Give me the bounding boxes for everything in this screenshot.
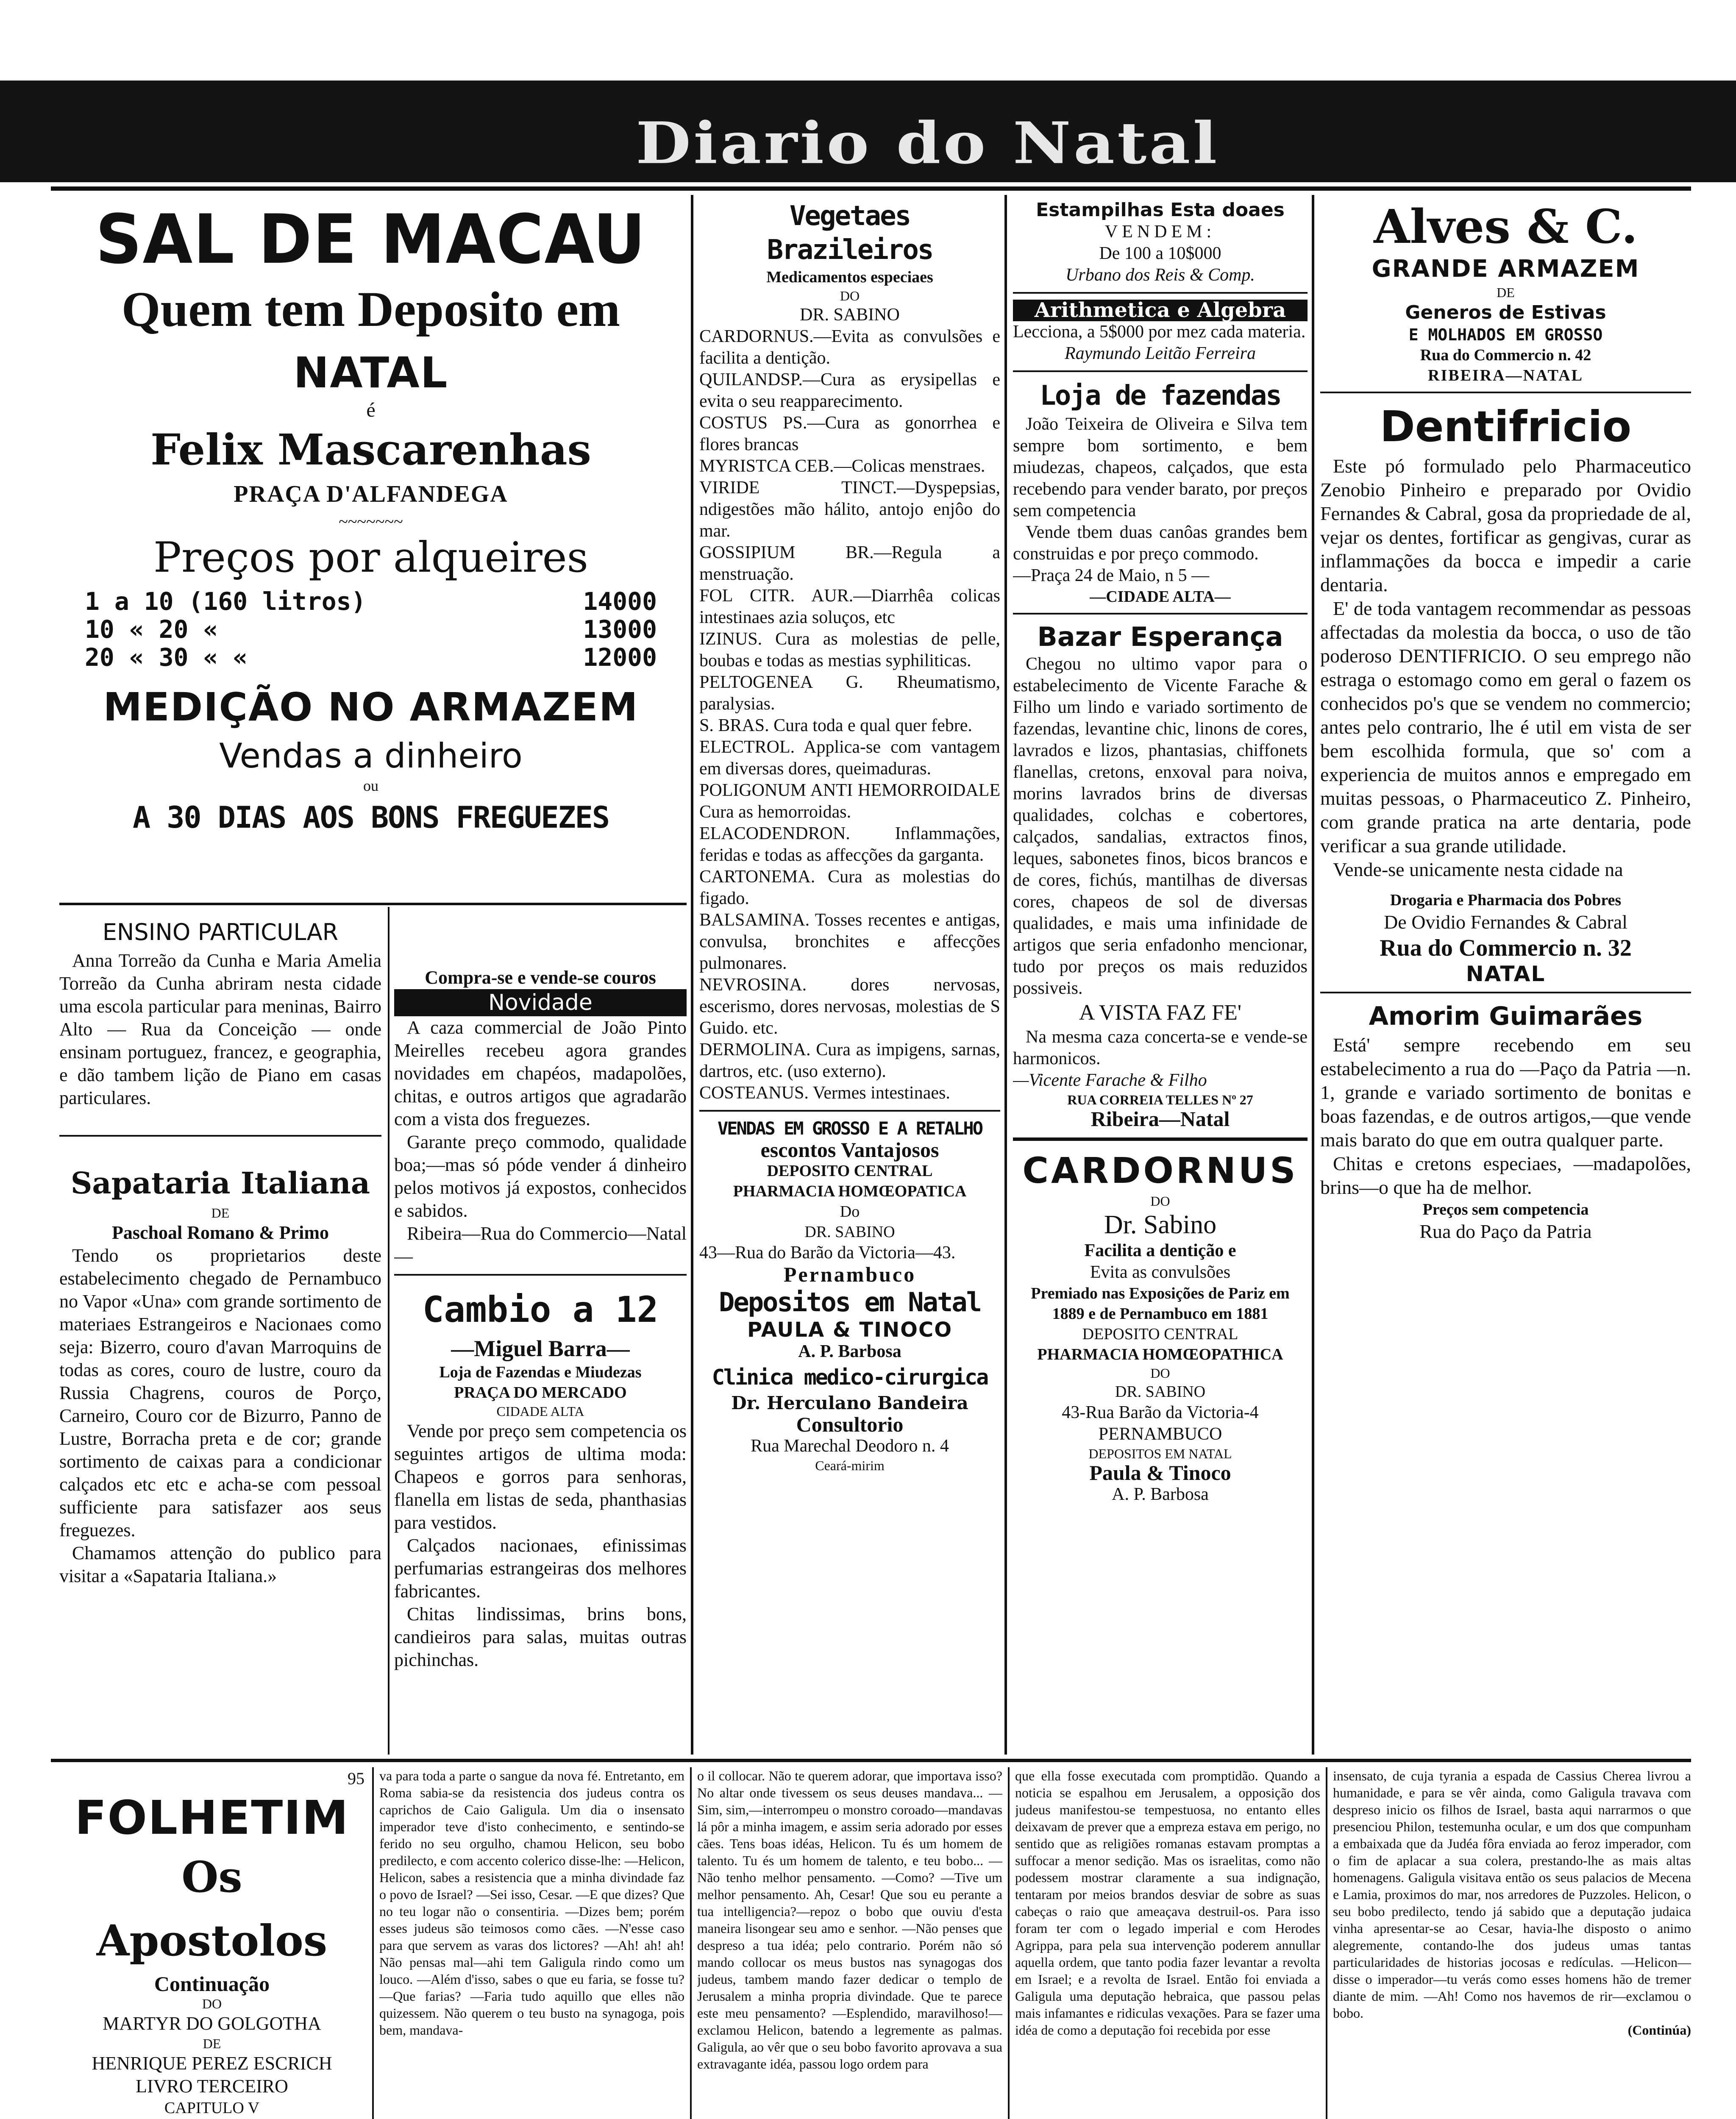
amorim-text2: Chitas e cretons especiaes, —madapolões, brins—o que ha de melhor. xyxy=(1320,1153,1691,1198)
header-rule xyxy=(51,186,1691,191)
cardornus-dr: Dr. Sabino xyxy=(1104,1210,1217,1239)
price-row-label: 1 a 10 (160 litros) xyxy=(85,587,366,616)
sal-vendas: Vendas a dinheiro xyxy=(219,736,523,776)
cardornus-firm: Paula & Tinoco xyxy=(1089,1461,1231,1485)
bazar-head: Bazar Esperança xyxy=(1037,621,1283,652)
folhetim-por: DE xyxy=(203,2036,221,2051)
vegetaes-do2: Do xyxy=(840,1203,860,1221)
cardornus-deps: DEPOSITOS EM NATAL xyxy=(1088,1446,1232,1461)
folhetim-book: LIVRO TERCEIRO xyxy=(136,2076,288,2097)
folhetim-rule xyxy=(51,1759,1691,1762)
masthead-title: Diario do Natal xyxy=(636,109,1220,177)
estampilhas-head: Estampilhas Esta doaes xyxy=(1036,199,1285,221)
vegetaes-clinica: Clinica medico-cirurgica xyxy=(712,1365,988,1390)
vegetaes-item: PELTOGENEA G. Rheumatismo, paralysias. xyxy=(699,673,1000,714)
vegetaes-desc: escontos Vantajosos xyxy=(760,1138,939,1162)
folhetim-text: o il collocar. Não te querem adorar, que importava isso? No altar onde tivessem os seus deuses mandava... —Sim, sim,—interrompeu o monstro coroado—mandavas lá pôr a minha imagem, e assim seria adorado por esses cães. Tens boas idéas, Helicon. Tu és um homem de talento. Tu és um homem de talento, e teu bobo... —Não tenho melhor pensamento. —Como? —Tive um melhor pensamento. Ah, Cesar! Que sou eu perante a tua intelligencia?—repoz o bobo que ouviu d'esta maneira lisongear seu amo e senhor. —Não penses que despreso a tua idéa; pelo contrario. Porém não só mando collocar os meus bustos nas synagogas dos judeus, tambem mando fazer dedicar o templo de Jerusalem a minha propria divindade. Que te parece este meu pensamento? —Esplendido, maravilhoso!—exclamou Helicon, batendo a legremente as palmas. Galigula, ao vêr que o seu bobo favorito aprovava a sua extravagante idéa, passou logo ordem para xyxy=(697,1768,1002,2072)
vegetaes-item: IZINUS. Cura as molestias de pelle, boubas e todas as mestias syphiliticas. xyxy=(699,629,1000,670)
alves-molhados: E MOLHADOS EM GROSSO xyxy=(1408,325,1603,344)
loja-addr: —Praça 24 de Maio, n 5 — xyxy=(1013,566,1210,585)
loja-city: —CIDADE ALTA— xyxy=(1090,588,1231,606)
vegetaes-item: DERMOLINA. Cura as impigens, sarnas, dartros, etc. (uso externo). xyxy=(699,1040,1000,1081)
cambio-text2: Calçados nacionaes, efinissimas perfumarias estrangeiras dos melhores fabricantes. xyxy=(394,1535,687,1602)
vegetaes-item: QUILANDSP.—Cura as erysipellas e evita o seu reapparecimento. xyxy=(699,370,1000,411)
cardornus-addr: 43-Rua Barão da Victoria-4 xyxy=(1062,1403,1259,1422)
folhetim-martyr: MARTYR DO GOLGOTHA xyxy=(103,2013,321,2034)
cambio-head: Cambio a 12 xyxy=(422,1289,659,1330)
vegetaes-item: GOSSIPIUM BR.—Regula a menstruação. xyxy=(699,543,1000,584)
bazar-addr: RUA CORREIA TELLES Nº 27 xyxy=(1067,1092,1253,1107)
folhetim-num: 95 xyxy=(348,1769,364,1788)
bazar-vista: A VISTA FAZ FE' xyxy=(1079,1001,1242,1025)
vegetaes-do: DO xyxy=(840,288,860,303)
cardornus-pharm: PHARMACIA HOMŒOPATHICA xyxy=(1037,1346,1283,1363)
cardornus-do2: DO xyxy=(1150,1365,1170,1381)
vegetaes-dep: DEPOSITO CENTRAL xyxy=(767,1162,933,1180)
sapataria-de: DE xyxy=(211,1205,230,1221)
estampilhas-arith: Arithmetica e Algebra xyxy=(1013,300,1308,321)
vegetaes-item: COSTEANUS. Vermes intestinaes. xyxy=(699,1083,950,1103)
sal-natal: NATAL xyxy=(293,348,448,398)
folhetim-text: va para toda a parte o sangue da nova fé. Entretanto, em Roma sabia-se da resistencia dos judeus contra os caprichos de Caio Galigula. Um dia o insensato imperador teve d'isto conhecimento, e sentindo-se ferido no seu orgulho, chamou Helicon, seu bobo predilecto, e com accento colerico disse-lhe: —Helicon, Helicon, sabes a resistencia que a minha divindade faz o povo de Israel? —Sei isso, Cesar. —E que dizes? Que no teu logar não o consentiria. —Dizes bem; porém esses judeus são teimosos como cães. —N'esse caso para que servem as varas dos lictores? —Ah! ah! ah! Não pensas mal—ahi tem Galigula rindo como um louco. —Além d'isso, sabes o que eu faria, se fosse tu? —Que farias? —Faria tudo aquillo que elles não quizessem. Não querem o teu busto na synagoga, pois bem, mandava- xyxy=(379,1768,684,2038)
estampilhas-seller: Urbano dos Reis & Comp. xyxy=(1066,265,1255,285)
folhetim-text: que ella fosse executada com promptidão. Quando a noticia se espalhou em Jerusalem, a opposição dos judeus manifestou-se tempestuosa, no entanto elles deixavam de prever que a empreza estava em perigo, no sentido que as religiões romanas estavam promptas a suffocar a menor sedição. Mas os israelitas, como não podessem mostrar claramente a sua indignação, tentaram por meios brandos desviar de sobre as suas cabeças o raio que ameaçava destruil-os. Para isso foram ter com o legado imperial e com Herodes Agrippa, para pela sua intervenção poderem annullar aquella ordem, que tanto podia fazer levantar a revolta em Israel; e a revolta de Israel. Então foi enviada a Galigula uma deputação hebraica, que passou pelas mais infamantes e ridiculas vexações. Para se fazer uma idéa de como a deputação foi recebida por esse xyxy=(1015,1768,1320,2038)
ad-column-4 xyxy=(1320,199,1691,1755)
ad-ensino xyxy=(59,915,381,1755)
sapataria-text: Tendo os proprietarios deste estabelecimento chegado de Pernambuco no Vapor «Una» com grande sortimento de materiaes Estrangeiros e Nacionaes como seja: Bizerro, couro d'avan Marroquins de todas as cores, couro de lustre, couro da Russia Chagrens, couros de Porço, Carneiro, Couro cor de Bizurro, Panno de Lustre, Borracha preta e de cor; grande sortimento de caixas para a condicionar calçados etc etc e acha-se com pessoal sufficiente para satisfazer aos seus freguezes. xyxy=(59,1245,381,1541)
cambio-text: Vende por preço sem competencia os seguintes artigos de ultima moda: Chapeos e gorros para senhoras, flanella em listas de seda, phanthasias para vestidos. xyxy=(394,1421,687,1533)
amorim-head: Amorim Guimarães xyxy=(1369,1001,1643,1031)
bazar-text: Chegou no ultimo vapor para o estabelecimento de Vicente Farache & Filho um lindo e variado sortimento de fazendas, levantine chic, linons de cores, lavrados e lizos, phantasias, chiffonets flanellas, cretons, enxoval para noiva, morins lavrados brins de diversas qualidades, colchas e cobertores, calçados, sandalias, extractos finos, leques, sabonetes finos, bicos brancos e de cores, fichús, mantilhas de diversas cores, chapeos de sol de diversas qualidades, e mais uma infinidade de artigos que seria enfadonho mencionar, tudo por preços os mais reduzidos possiveis. xyxy=(1013,654,1308,998)
ad-vegetaes xyxy=(699,199,1000,1755)
folhetim-author: HENRIQUE PEREZ ESCRICH xyxy=(92,2053,332,2074)
folhetim-continua: (Continúa) xyxy=(1628,2022,1691,2038)
folhetim-col2 xyxy=(379,1767,684,2119)
cambio-text3: Chitas lindissimas, brins bons, candieiros para salas, muitas outras pichinchas. xyxy=(394,1604,687,1670)
vegetaes-item: POLIGONUM ANTI HEMORROIDALE Cura as hemorroidas. xyxy=(699,781,1000,822)
divider xyxy=(1013,292,1308,294)
folhetim-cont: Continuação xyxy=(154,1972,270,1996)
dentif-text2: E' de toda vantagem recommendar as pessoas affectadas da molestia da bocca, o uso de tão poderoso DENTIFRICIO. O seu emprego não estraga o estomago como em geral o fazem os conhecidos po's que se vendem no commercio; antes pelo contrario, lhe é util em vista de ser bem escolhida formula, que so' com a experiencia de muitos annos e empregado em muitas pessoas, o Pharmaceutico Z. Pinheiro, com grande pratica na arte dentaria, pode verificar a sua grande utilidade. xyxy=(1320,598,1691,856)
vegetaes-depnatal: Depositos em Natal xyxy=(719,1287,981,1318)
cardornus-firm2: A. P. Barbosa xyxy=(1112,1485,1209,1504)
vegetaes-head: Vegetaes Brazileiros xyxy=(767,200,933,266)
column-rule-1 xyxy=(691,195,693,1755)
cardornus-evita: Evita as convulsões xyxy=(1090,1263,1231,1282)
divider xyxy=(1013,1137,1308,1141)
ensino-head: ENSINO PARTICULAR xyxy=(102,919,339,945)
folhetim-col5 xyxy=(1333,1767,1691,2119)
loja-text2: Vende tbem duas canôas grandes bem construidas e por preço commodo. xyxy=(1013,523,1308,564)
vegetaes-item: NEVROSINA. dores nervosas, escerismo, dores nervosas, molestias de S Guido. etc. xyxy=(699,975,1000,1038)
cambio-name: —Miguel Barra— xyxy=(451,1336,630,1361)
sal-prazo: A 30 DIAS AOS BONS FREGUEZES xyxy=(132,800,609,835)
alves-city: RIBEIRA—NATAL xyxy=(1428,367,1583,384)
novidade-head: Novidade xyxy=(394,989,687,1016)
price-row-label: 10 « 20 « xyxy=(85,615,218,644)
folhetim-col4 xyxy=(1015,1767,1320,2119)
price-row-value: 12000 xyxy=(583,643,657,672)
cardornus-dep: DEPOSITO CENTRAL xyxy=(1082,1325,1238,1343)
folhetim-title: Os Apostolos xyxy=(96,1852,328,1966)
vegetaes-item: ELACODENDRON. Inflammações, feridas e todas as affecções da garganta. xyxy=(699,824,1000,865)
vegetaes-item: VIRIDE TINCT.—Dyspepsias, ndigestões mão hálito, antojo enjôo do mar. xyxy=(699,478,1000,541)
col1-divider xyxy=(59,903,687,905)
divider xyxy=(1013,613,1308,615)
sal-name: Felix Mascarenhas xyxy=(150,425,591,475)
vegetaes-item: CARDORNUS.—Evita as convulsões e facilita a dentição. xyxy=(699,327,1000,368)
amorim-text: Está' sempre recebendo em seu estabelecimento a rua do —Paço da Patria —n. 1, grande e variado sortimento de bonitas e boas fazendas, e de outros artigos,—que vende mais barato do que em outra qualquer parte. xyxy=(1320,1034,1691,1151)
sal-place: PRAÇA D'ALFANDEGA xyxy=(234,481,508,507)
vegetaes-item: S. BRAS. Cura toda e qual quer febre. xyxy=(699,716,972,735)
alves-de: DE xyxy=(1497,285,1515,300)
bazar-sig: —Vicente Farache & Filho xyxy=(1013,1071,1207,1090)
col1-split xyxy=(388,907,389,1755)
vegetaes-doctor: Dr. Herculano Bandeira xyxy=(731,1393,968,1413)
amorim-addr: Rua do Paço da Patria xyxy=(1419,1221,1592,1242)
divider xyxy=(1320,992,1691,993)
cardornus-fac: Facilita a dentição e xyxy=(1084,1241,1236,1260)
cardornus-head: CARDORNUS xyxy=(1022,1150,1298,1191)
novidade-addr: Ribeira—Rua do Commercio—Natal— xyxy=(394,1223,687,1267)
divider xyxy=(1320,392,1691,393)
price-row xyxy=(85,643,657,671)
cardornus-prem: Premiado nas Exposições de Pariz em 1889 e de Pernambuco em 1881 xyxy=(1031,1285,1290,1323)
bazar-city: Ribeira—Natal xyxy=(1091,1107,1230,1131)
novidade-text2: Garante preço commodo, qualidade boa;—mas só póde vender á dinheiro pelos motivos já expostos, conhecidos e sabidos. xyxy=(394,1132,687,1221)
folhetim-chap: CAPITULO V xyxy=(164,2099,260,2117)
sal-ou: ou xyxy=(363,777,378,794)
folhetim-col-rule xyxy=(690,1767,692,2119)
folhetim-col3 xyxy=(697,1767,1002,2119)
sapataria-owner: Paschoal Romano & Primo xyxy=(111,1222,329,1243)
folhetim-do: DO xyxy=(202,1996,222,2011)
vegetaes-item: COSTUS PS.—Cura as gonorrhea e flores brancas xyxy=(699,413,1000,454)
folhetim-col-rule xyxy=(372,1767,374,2119)
vegetaes-firm: PAULA & TINOCO xyxy=(747,1318,953,1342)
sapataria-head: Sapataria Italiana xyxy=(70,1165,370,1201)
divider xyxy=(699,1110,1000,1112)
vegetaes-dr: DR. SABINO xyxy=(800,305,900,325)
ensino-text: Anna Torreão da Cunha e Maria Amelia Torreão da Cunha abriram nesta cidade uma escola particular para meninas, Bairro Alto — Rua da Conceição — onde ensinam portuguez, francez, e geographia, e dão tambem lição de Piano em casas particulares. xyxy=(59,950,381,1108)
sal-title: SAL DE MACAU xyxy=(95,200,646,279)
folhetim-col-rule xyxy=(1326,1767,1327,2119)
vegetaes-consaddr: Rua Marechal Deodoro n. 4 xyxy=(751,1436,949,1456)
loja-text: João Teixeira de Oliveira e Silva tem sempre bom sortimento, e bem miudezas, chapeos, calçados, que esta recebendo para vender barato, por preços sem competencia xyxy=(1013,414,1308,520)
sal-medicao: MEDIÇÃO NO ARMAZEM xyxy=(103,684,639,730)
vegetaes-sub: Medicamentos especiaes xyxy=(766,268,933,286)
loja-head: Loja de fazendas xyxy=(1040,380,1281,412)
folhetim-col-rule xyxy=(1008,1767,1010,2119)
cambio-place: PRAÇA DO MERCADO xyxy=(454,1384,627,1402)
dentif-city: NATAL xyxy=(1466,962,1546,986)
vegetaes-item: BALSAMINA. Tosses recentes e antigas, convulsa, bronchites e affecções pulmonares. xyxy=(699,910,1000,973)
cardornus-dr2: DR. SABINO xyxy=(1115,1383,1206,1401)
bazar-conc: Na mesma caza concerta-se e vende-se harmonicos. xyxy=(1013,1027,1308,1068)
sapataria-compra: Compra-se e vende-se couros xyxy=(425,967,656,988)
price-row xyxy=(85,587,657,615)
folhetim-text: insensato, de cuja tyrania a espada de Cassius Cherea livrou a humanidade, e para se vêr ainda, como Galigula travava com despreso inicio os filhos de Israel, basta aqui narrarmos o que presenciou Philon, testemunha ocular, e um dos que compunham a embaixada que da Judéa fôra enviada ao feroz imperador, com o fim de aplacar a sua colera, prestando-lhe as mais altas homenagens. Galigula visitava então os seus palacios de Mecena e Lamia, proximos do mar, nos arredores de Puzzoles. Helicon, o seu bobo predilecto, tendo já sabido que a deputação judaica vinha apresentar-se ao Cesar, havia-lhe disposto o animo alegremente, contando-lhe dos judeus umas tantas particularidades de historias jocosas e redículas. —Helicon—disse o imperador—tu verás como esses homens hão de tremer diante de mim. —Ah! Como nos havemos de rir—exclamou o bobo. xyxy=(1333,1768,1691,2021)
vegetaes-item: MYRISTCA CEB.—Colicas menstraes. xyxy=(699,456,985,476)
ad-novidade xyxy=(394,915,687,1755)
dentif-de: De Ovidio Fernandes & Cabral xyxy=(1384,911,1628,933)
price-row-value: 13000 xyxy=(583,615,657,644)
alves-head: Alves & C. xyxy=(1374,199,1638,254)
novidade-text: A caza commercial de João Pinto Meirelles recebeu agora grandes novidades em chapéos, madapolões, chitas, e outros artigos que agradarão com a vista dos freguezes. xyxy=(394,1017,687,1129)
folhetim-head: FOLHETIM xyxy=(75,1791,349,1845)
column-rule-2 xyxy=(1004,195,1007,1755)
vegetaes-firm2: A. P. Barbosa xyxy=(798,1342,901,1361)
vegetaes-pharm: PHARMACIA HOMŒOPATICA xyxy=(733,1182,967,1200)
sal-price-table xyxy=(59,583,682,671)
divider xyxy=(394,1274,687,1276)
price-row-label: 20 « 30 « « xyxy=(85,643,248,672)
estampilhas-range: De 100 a 10$000 xyxy=(1099,244,1221,263)
alves-generos: Generos de Estivas xyxy=(1405,302,1606,323)
price-row xyxy=(85,615,657,643)
sal-e: é xyxy=(366,399,376,421)
vegetaes-dr2: DR. SABINO xyxy=(804,1223,895,1241)
ad-column-3 xyxy=(1013,199,1308,1755)
alves-grande: GRANDE ARMAZEM xyxy=(1372,255,1640,283)
cambio-city: CIDADE ALTA xyxy=(496,1404,584,1419)
sal-divider: ~~~~~~~ xyxy=(339,512,403,531)
vegetaes-consplace: Ceará-mirim xyxy=(815,1458,885,1473)
cambio-shop: Loja de Fazendas e Miudezas xyxy=(439,1363,642,1381)
price-row-value: 14000 xyxy=(583,587,657,616)
dentif-text: Este pó formulado pelo Pharmaceutico Zenobio Pinheiro e preparado por Ovidio Fernandes & Cabral, gosa da propriedade de al, vejar os dentes, fortificar as gengivas, curar as inflammações da bocca e impedir a carie dentaria. xyxy=(1320,455,1691,595)
vegetaes-item: FOL CITR. AUR.—Diarrhêa colicas intestinaes azia soluços, etc xyxy=(699,586,1000,627)
vegetaes-item: ELECTROL. Applica-se com vantagem em diversas dores, queimaduras. xyxy=(699,737,1000,779)
dentif-text3: Vende-se unicamente nesta cidade na xyxy=(1333,859,1623,880)
dentif-head: Dentifricio xyxy=(1380,402,1632,451)
vegetaes-addr: 43—Rua do Barão da Victoria—43. xyxy=(699,1243,956,1263)
vegetaes-city: Pernambuco xyxy=(783,1263,916,1286)
amorim-prec: Preços sem competencia xyxy=(1422,1201,1589,1218)
alves-addr: Rua do Commercio n. 42 xyxy=(1420,346,1591,364)
estampilhas-teacher: Raymundo Leitão Ferreira xyxy=(1064,344,1256,363)
sal-prices-head: Preços por alqueires xyxy=(153,534,588,582)
dentif-addr: Rua do Commercio n. 32 xyxy=(1380,935,1632,961)
divider xyxy=(59,1135,381,1137)
estampilhas-vendem: VENDEM: xyxy=(1104,222,1216,242)
vegetaes-item: CARTONEMA. Cura as molestias do figado. xyxy=(699,867,1000,908)
estampilhas-lec: Lecciona, a 5$000 por mez cada materia. xyxy=(1013,322,1306,342)
vegetaes-vendas: VENDAS EM GROSSO E A RETALHO xyxy=(717,1118,982,1139)
sapataria-close: Chamamos attenção do publico para visitar a «Sapataria Italiana.» xyxy=(59,1543,381,1586)
ad-sal-de-macau xyxy=(59,199,682,898)
column-rule-3 xyxy=(1312,195,1314,1755)
dentif-drog: Drogaria e Pharmacia dos Pobres xyxy=(1390,891,1622,909)
cardornus-do: DO xyxy=(1150,1193,1170,1209)
sal-subtitle: Quem tem Deposito em xyxy=(121,281,620,337)
vegetaes-consult: Consultorio xyxy=(796,1413,904,1436)
folhetim-header xyxy=(59,1767,364,2119)
divider xyxy=(1013,370,1308,372)
cardornus-city: PERNAMBUCO xyxy=(1098,1424,1222,1444)
